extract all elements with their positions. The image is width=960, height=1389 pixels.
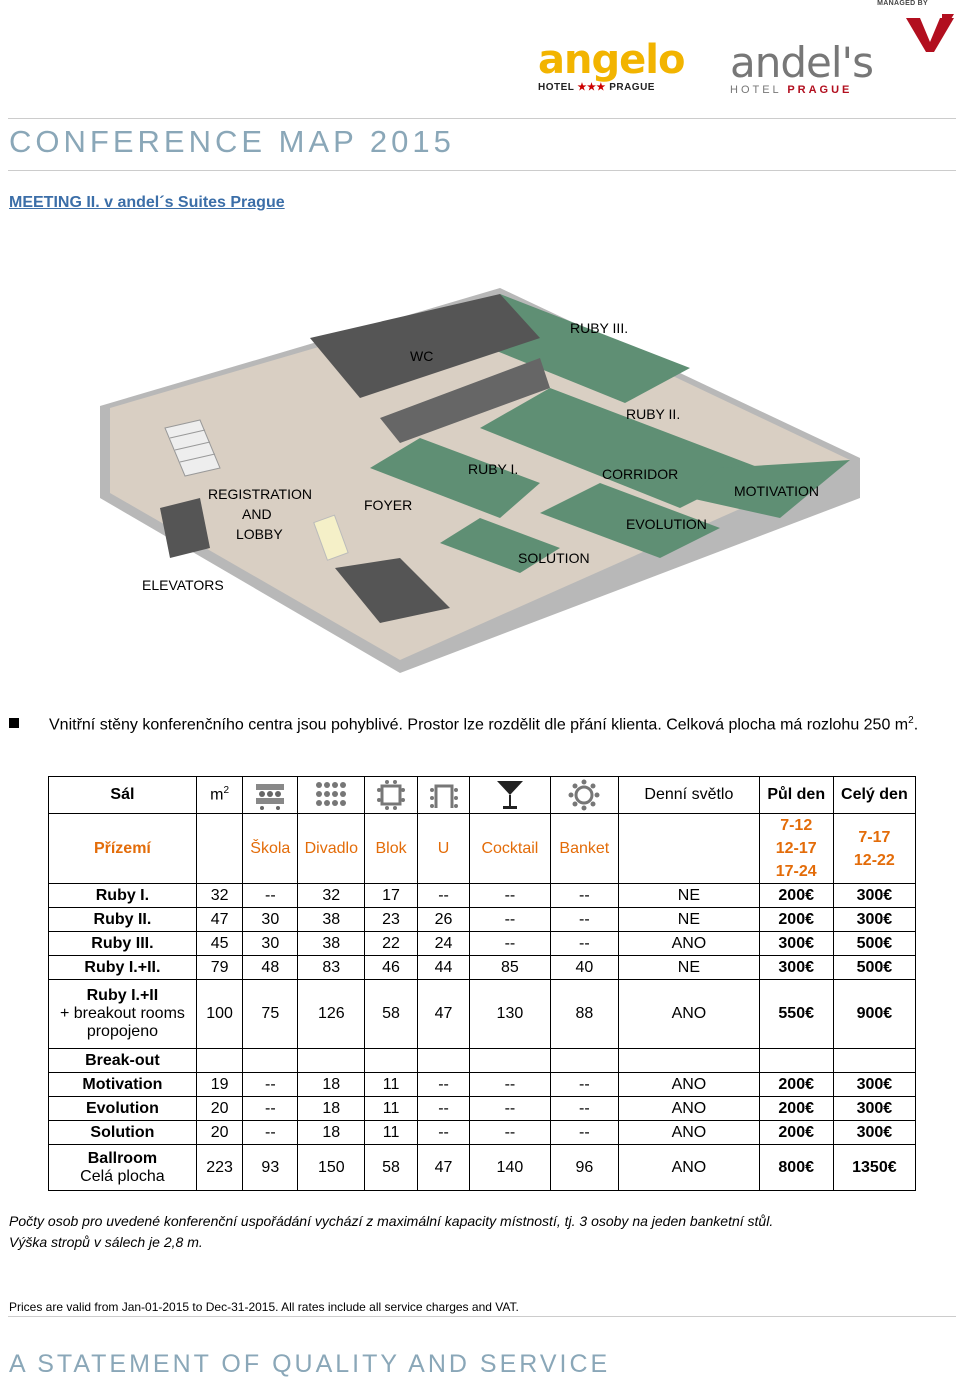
subheader-skola: Škola — [243, 814, 298, 884]
table-subheader-row — [49, 814, 916, 884]
capacity-cell: -- — [470, 884, 550, 908]
map-label-lobby: LOBBY — [236, 526, 283, 542]
andels-logo-prague: PRAGUE — [787, 84, 853, 96]
capacity-cell: 223 — [196, 1145, 243, 1191]
room-name-cell — [49, 980, 197, 1049]
subheader-banket: Banket — [550, 814, 619, 884]
capacity-cell: -- — [470, 932, 550, 956]
header-pul-den: Půl den — [759, 777, 833, 814]
capacity-cell: ANO — [619, 1073, 760, 1097]
capacity-cell: 11 — [365, 1073, 417, 1097]
vi-logo-icon — [902, 8, 958, 54]
room-name-line: Solution — [90, 1123, 155, 1141]
map-label-registration: REGISTRATION — [208, 486, 312, 502]
capacity-cell: -- — [417, 1097, 469, 1121]
subheader-divadlo: Divadlo — [298, 814, 365, 884]
capacity-cell: 18 — [298, 1097, 365, 1121]
banquet-icon — [550, 777, 619, 814]
room-name-cell — [49, 908, 197, 932]
footnote-italic — [9, 1211, 773, 1253]
capacity-cell: 48 — [243, 956, 298, 980]
table-row — [49, 908, 916, 932]
capacity-cell: 58 — [365, 1145, 417, 1191]
u-shape-icon — [417, 777, 469, 814]
capacity-cell: 18 — [298, 1121, 365, 1145]
breakout-label: Break-out — [49, 1049, 197, 1073]
capacity-cell: 58 — [365, 980, 417, 1049]
price-cell: 200€ — [759, 1121, 833, 1145]
capacity-cell: 45 — [196, 932, 243, 956]
subheader-blok: Blok — [365, 814, 417, 884]
capacity-table — [48, 776, 916, 1191]
capacity-cell: 20 — [196, 1121, 243, 1145]
footnote-ceiling: Výška stropů v sálech je 2,8 m. — [9, 1234, 203, 1250]
room-name-line: Evolution — [85, 1099, 159, 1117]
capacity-cell: -- — [470, 908, 550, 932]
table-row — [49, 956, 916, 980]
room-name-cell — [49, 1145, 197, 1191]
map-label-wc: WC — [410, 348, 434, 364]
note-text: Vnitřní stěny konferenčního centra jsou pohyblivé. Prostor lze rozdělit dle přání klienta. Celková plocha má rozlohu 250 m — [49, 716, 909, 734]
capacity-cell: 17 — [365, 884, 417, 908]
angelo-logo-word: angelo — [538, 37, 685, 83]
price-cell: 200€ — [759, 884, 833, 908]
capacity-cell: 38 — [298, 908, 365, 932]
capacity-cell: 93 — [243, 1145, 298, 1191]
capacity-cell: 79 — [196, 956, 243, 980]
map-label-ruby-1: RUBY I. — [468, 461, 519, 477]
capacity-cell: 75 — [243, 980, 298, 1049]
map-label-and: AND — [242, 506, 272, 522]
capacity-cell: -- — [550, 1121, 619, 1145]
price-cell: 300€ — [833, 884, 915, 908]
angelo-logo-subline — [538, 82, 688, 93]
room-name-line: Motivation — [82, 1075, 163, 1093]
capacity-cell: 22 — [365, 932, 417, 956]
capacity-cell: 32 — [298, 884, 365, 908]
block-icon — [365, 777, 417, 814]
prices-validity-note: Prices are valid from Jan-01-2015 to Dec-31-2015. All rates include all service charges and VAT. — [9, 1300, 519, 1314]
floor-plan-map — [80, 228, 880, 678]
map-label-ruby-2: RUBY II. — [626, 406, 681, 422]
capacity-cell: -- — [550, 1073, 619, 1097]
andels-logo-hotel: HOTEL — [730, 84, 782, 96]
subheader-u: U — [417, 814, 469, 884]
partition-note — [9, 710, 954, 735]
capacity-cell: -- — [417, 1073, 469, 1097]
page-subtitle-link[interactable]: MEETING II. v andel´s Suites Prague — [9, 194, 285, 211]
capacity-cell: 19 — [196, 1073, 243, 1097]
page-title: CONFERENCE MAP 2015 — [9, 124, 455, 159]
map-label-corridor: CORRIDOR — [602, 466, 679, 482]
capacity-cell: -- — [470, 1073, 550, 1097]
room-name-line: Celá plocha — [80, 1167, 165, 1185]
header-cely-den: Celý den — [833, 777, 915, 814]
price-cell: 300€ — [833, 1097, 915, 1121]
room-name-cell — [49, 884, 197, 908]
price-cell: 500€ — [833, 956, 915, 980]
room-name-line: propojeno — [86, 1023, 158, 1040]
header-m2: $m^2$ — [196, 777, 243, 814]
capacity-cell: 26 — [417, 908, 469, 932]
capacity-cell: 85 — [470, 956, 550, 980]
capacity-cell: 23 — [365, 908, 417, 932]
capacity-cell: 100 — [196, 980, 243, 1049]
angelo-hotel-logo — [538, 37, 688, 98]
capacity-cell: 150 — [298, 1145, 365, 1191]
capacity-cell: NE — [619, 884, 760, 908]
capacity-cell: 140 — [470, 1145, 550, 1191]
room-name-line: Ruby II. — [93, 910, 152, 928]
capacity-cell: -- — [550, 932, 619, 956]
map-label-motivation: MOTIVATION — [734, 483, 820, 499]
note-sup: 2 — [908, 715, 914, 726]
table-row — [49, 1097, 916, 1121]
room-name-line: Ruby III. — [91, 934, 154, 952]
quality-statement: A STATEMENT OF QUALITY AND SERVICE — [9, 1350, 611, 1378]
price-cell: 550€ — [759, 980, 833, 1049]
price-cell: 1350€ — [833, 1145, 915, 1191]
price-cell: 500€ — [833, 932, 915, 956]
capacity-cell: 38 — [298, 932, 365, 956]
capacity-cell: NE — [619, 956, 760, 980]
subheader-empty — [196, 814, 243, 884]
subheader-pul-times: 7-12 12-17 17-24 — [759, 814, 833, 884]
capacity-cell: -- — [550, 908, 619, 932]
room-name-line: Ruby I.+II — [86, 987, 159, 1004]
capacity-cell: 30 — [243, 908, 298, 932]
capacity-cell: 30 — [243, 932, 298, 956]
price-cell: 200€ — [759, 1097, 833, 1121]
capacity-cell: ANO — [619, 1097, 760, 1121]
map-label-ruby-3: RUBY III. — [570, 320, 629, 336]
price-cell: 300€ — [833, 1073, 915, 1097]
capacity-cell: 40 — [550, 956, 619, 980]
room-name-line: + breakout rooms — [59, 1005, 185, 1022]
capacity-cell: -- — [417, 884, 469, 908]
capacity-cell: NE — [619, 908, 760, 932]
capacity-cell: 44 — [417, 956, 469, 980]
room-name-cell — [49, 956, 197, 980]
table-row — [49, 932, 916, 956]
school-icon — [243, 777, 298, 814]
capacity-cell: -- — [243, 1073, 298, 1097]
capacity-cell: -- — [470, 1121, 550, 1145]
capacity-cell: 11 — [365, 1097, 417, 1121]
room-name-line: Ruby I. — [95, 886, 150, 904]
capacity-cell: 18 — [298, 1073, 365, 1097]
map-label-elevators: ELEVATORS — [142, 577, 224, 593]
capacity-cell: -- — [550, 884, 619, 908]
price-cell: 200€ — [759, 1073, 833, 1097]
price-cell: 300€ — [759, 956, 833, 980]
capacity-cell: 20 — [196, 1097, 243, 1121]
angelo-logo-stars: ★★★ — [577, 82, 606, 93]
header-divider — [8, 118, 956, 119]
price-cell: 300€ — [759, 932, 833, 956]
table-row — [49, 884, 916, 908]
footnote-capacity: Počty osob pro uvedené konferenční uspořádání vychází z maximální kapacity místností, tj. 3 osoby na jeden banketní stůl. — [9, 1213, 774, 1229]
table-row-breakout — [49, 1049, 916, 1073]
room-name-cell — [49, 1073, 197, 1097]
capacity-cell: -- — [470, 1097, 550, 1121]
room-name-line: Ballroom — [87, 1149, 158, 1167]
square-bullet-icon — [9, 718, 19, 728]
capacity-cell: 32 — [196, 884, 243, 908]
capacity-cell: -- — [243, 1121, 298, 1145]
table-row — [49, 1145, 916, 1191]
room-name-cell — [49, 1097, 197, 1121]
map-label-foyer: FOYER — [364, 497, 413, 513]
room-name-cell — [49, 932, 197, 956]
capacity-cell: -- — [243, 1097, 298, 1121]
capacity-cell: 96 — [550, 1145, 619, 1191]
capacity-cell: 130 — [470, 980, 550, 1049]
table-row — [49, 1121, 916, 1145]
capacity-cell: ANO — [619, 932, 760, 956]
capacity-cell: 24 — [417, 932, 469, 956]
map-label-solution: SOLUTION — [518, 550, 590, 566]
andels-logo-word: andel's — [730, 38, 873, 87]
room-name-line: Ruby I.+II. — [84, 958, 161, 976]
managed-by-text: MANAGED BY — [877, 0, 928, 7]
capacity-cell: ANO — [619, 980, 760, 1049]
capacity-cell: -- — [550, 1097, 619, 1121]
subheader-prizemi: Přízemí — [49, 814, 197, 884]
title-divider — [8, 170, 956, 171]
table-header-row — [49, 777, 916, 814]
capacity-cell: ANO — [619, 1121, 760, 1145]
price-cell: 200€ — [759, 908, 833, 932]
table-row — [49, 1073, 916, 1097]
price-cell: 900€ — [833, 980, 915, 1049]
note-end: . — [913, 716, 919, 734]
theatre-icon — [298, 777, 365, 814]
andels-hotel-logo — [730, 38, 890, 100]
map-label-evolution: EVOLUTION — [626, 516, 707, 532]
header-sal: Sál — [49, 777, 197, 814]
room-name-cell — [49, 1121, 197, 1145]
capacity-cell: 47 — [417, 980, 469, 1049]
cocktail-icon — [470, 777, 550, 814]
table-row — [49, 980, 916, 1049]
angelo-logo-hotel: HOTEL — [538, 82, 575, 93]
subheader-cely-times: 7-17 12-22 — [833, 814, 915, 884]
capacity-cell: 126 — [298, 980, 365, 1049]
footer-divider — [8, 1316, 956, 1317]
angelo-logo-prague: PRAGUE — [609, 82, 655, 93]
subheader-cocktail: Cocktail — [470, 814, 550, 884]
capacity-cell: 47 — [417, 1145, 469, 1191]
capacity-cell: ANO — [619, 1145, 760, 1191]
subheader-denni-empty — [619, 814, 760, 884]
price-cell: 300€ — [833, 908, 915, 932]
capacity-cell: 83 — [298, 956, 365, 980]
price-cell: 800€ — [759, 1145, 833, 1191]
header-denni-svetlo: Denní světlo — [619, 777, 760, 814]
capacity-cell: -- — [243, 884, 298, 908]
capacity-cell: 46 — [365, 956, 417, 980]
capacity-cell: 47 — [196, 908, 243, 932]
capacity-cell: 88 — [550, 980, 619, 1049]
capacity-cell: 11 — [365, 1121, 417, 1145]
price-cell: 300€ — [833, 1121, 915, 1145]
capacity-cell: -- — [417, 1121, 469, 1145]
